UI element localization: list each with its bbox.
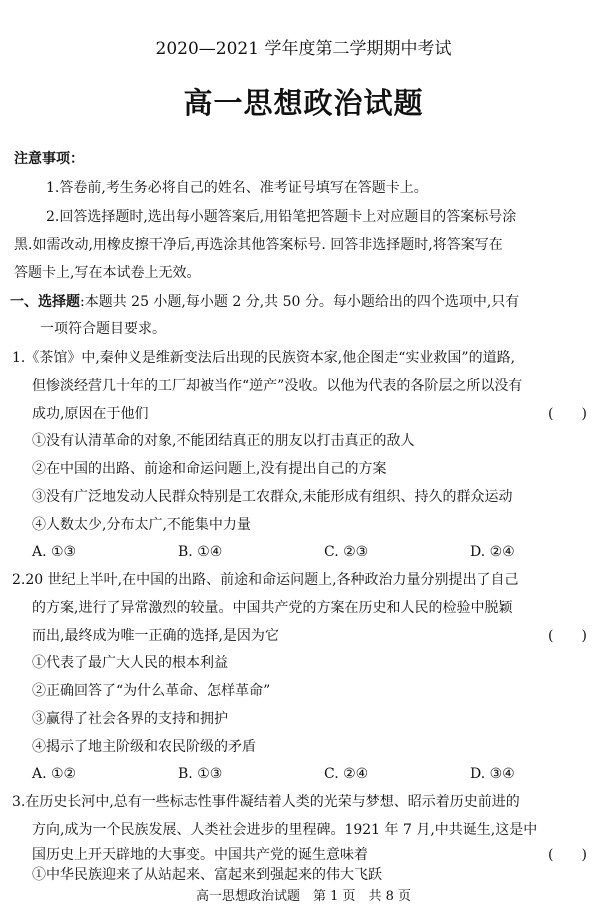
section-1-header [10,293,519,311]
q2-option-c: C. ②④ [324,766,369,782]
q2-statement-1: ①代表了最广大人民的根本利益 [32,655,228,671]
note-item-2-line-2: 黑.如需改动,用橡皮擦干净后,再选涂其他答案标号. 回答非选择题时,将答案写在 [14,237,503,253]
q2-statement-2: ②正确回答了“为什么革命、怎样革命” [32,683,271,699]
q1-option-a: A. ①③ [32,544,77,560]
q3-statement-1: ①中华民族迎来了从站起来、富起来到强起来的伟大飞跃 [32,867,382,883]
note-item-2-line-1: 2.回答选择题时,选出每小题答案后,用铅笔把答题卡上对应题目的答案标号涂 [46,209,517,225]
q3-stem-line-2: 方向,成为一个民族发展、人类社会进步的里程碑。1921 年 7 月,中共诞生,这是中 [32,822,538,838]
subject-title: 高一思想政治试题 [183,86,424,120]
q3-answer-paren: ( ) [548,847,587,863]
q2-statement-3: ③赢得了社会各界的支持和拥护 [32,711,228,727]
q2-stem-line-2: 的方案,进行了异常激烈的较量。中国共产党的方案在历史和人民的检验中脱颖 [32,600,513,616]
q1-stem-line-3: 成功,原因在于他们 [32,406,149,422]
q1-statement-1: ①没有认清革命的对象,不能团结真正的朋友以打击真正的敌人 [32,433,415,449]
q1-stem-line-2: 但惨淡经营几十年的工厂却被当作“逆产”没收。以他为代表的各阶层之所以没有 [32,378,523,394]
note-item-1: 1.答卷前,考生务必将自己的姓名、准考证号填写在答题卡上。 [46,180,428,196]
notes-heading: 注意事项： [14,151,84,167]
q2-stem-line-1: 2.20 世纪上半叶,在中国的出路、前途和命运问题上,各种政治力量分别提出了自己 [12,572,519,588]
section-1-desc-line-2: 一项符合题目要求。 [40,321,166,337]
q1-stem-line-1: 1.《茶馆》中,秦仲义是维新变法后出现的民族资本家,他企图走“实业救国”的道路, [12,350,516,366]
exam-title: 2020—2021 学年度第二学期期中考试 [155,39,452,59]
q1-answer-paren: ( ) [548,406,587,422]
q1-statement-3: ③没有广泛地发动人民群众特别是工农群众,未能形成有组织、持久的群众运动 [32,489,513,505]
q2-option-b: B. ①③ [178,766,223,782]
q2-statement-4: ④揭示了地主阶级和农民阶级的矛盾 [32,739,256,755]
q3-stem-line-1: 3.在历史长河中,总有一些标志性事件凝结着人类的光荣与梦想、昭示着历史前进的 [12,794,520,810]
q1-option-d: D. ②④ [470,544,515,560]
q2-option-d: D. ③④ [470,766,515,782]
q1-option-b: B. ①④ [178,544,223,560]
page-footer: 高一思想政治试题 第 1 页 共 8 页 [195,889,412,904]
q1-statement-2: ②在中国的出路、前途和命运问题上,没有提出自己的方案 [32,461,387,477]
q2-option-a: A. ①② [32,766,77,782]
q1-option-c: C. ②③ [324,544,369,560]
section-1-label: 一、选择题 [10,294,80,310]
q1-statement-4: ④人数太少,分布太广,不能集中力量 [32,517,251,533]
q3-stem-line-3: 国历史上开天辟地的大事变。中国共产党的诞生意味着 [32,847,368,863]
q2-answer-paren: ( ) [548,628,587,644]
section-1-desc: :本题共 25 小题,每小题 2 分,共 50 分。每小题给出的四个选项中,只有 [80,294,520,310]
note-item-2-line-3: 答题卡上,写在本试卷上无效。 [14,265,201,281]
q2-stem-line-3: 而出,最终成为唯一正确的选择,是因为它 [32,628,279,644]
